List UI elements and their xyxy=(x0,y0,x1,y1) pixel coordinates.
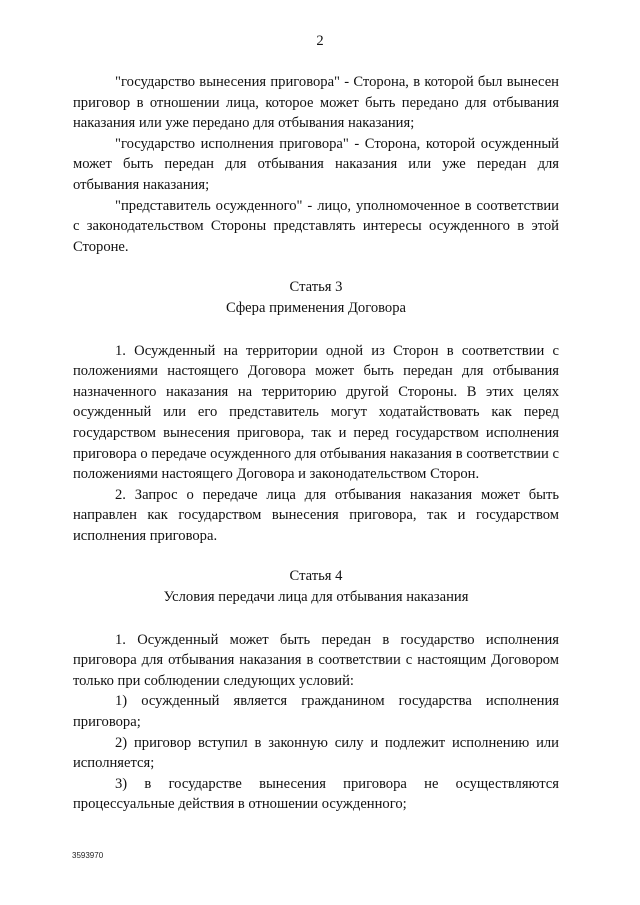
article-3-number: Статья 3 xyxy=(289,279,343,296)
article-3-paragraph: 1. Осужденный на территории одной из Сторон в соответствии с положениями настоящего Договора может быть передан для отбывания назначенного наказания на территорию другой Стороны. В этих целях осужденный или его представитель могут ходатайствовать как перед государством вынесения приговора, так и перед государством исполнения приговора о передаче осужденного для отбывания наказания в соответствии с положениями настоящего Договора и законодательством Сторон. xyxy=(73,342,559,483)
article-3-paragraph: 2. Запрос о передаче лица для отбывания наказания может быть направлен как государством вынесения приговора, так и государством исполнения приговора. xyxy=(73,486,559,544)
definition-paragraph: "государство вынесения приговора" - Сторона, в которой был вынесен приговор в отношении лица, которое может быть передано для отбывания наказания или уже передано для отбывания наказания; xyxy=(73,74,559,132)
article-4-number: Статья 4 xyxy=(289,568,343,585)
page-number: 2 xyxy=(316,33,324,49)
definition-paragraph: "представитель осужденного" - лицо, уполномоченное в соответствии с законодательством Стороны представлять интересы осужденного в этой Стороне. xyxy=(73,197,559,255)
article-4-condition: 3) в государстве вынесения приговора не осуществляются процессуальные действия в отношении осужденного; xyxy=(73,775,559,813)
article-4-condition: 1) осужденный является гражданином государства исполнения приговора; xyxy=(73,693,559,731)
article-4-condition: 2) приговор вступил в законную силу и подлежит исполнению или исполняется; xyxy=(73,734,559,772)
article-4-title: Условия передачи лица для отбывания наказания xyxy=(163,589,469,606)
document-code: 3593970 xyxy=(72,851,104,860)
article-4-paragraph: 1. Осужденный может быть передан в государство исполнения приговора для отбывания наказания в соответствии с настоящим Договором только при соблюдении следующих условий: xyxy=(73,631,559,689)
definition-paragraph: "государство исполнения приговора" - Сторона, которой осужденный может быть передан для отбывания наказания или уже передан для отбывания наказания; xyxy=(73,135,559,193)
article-3-title: Сфера применения Договора xyxy=(225,299,407,316)
document-body xyxy=(73,72,559,815)
